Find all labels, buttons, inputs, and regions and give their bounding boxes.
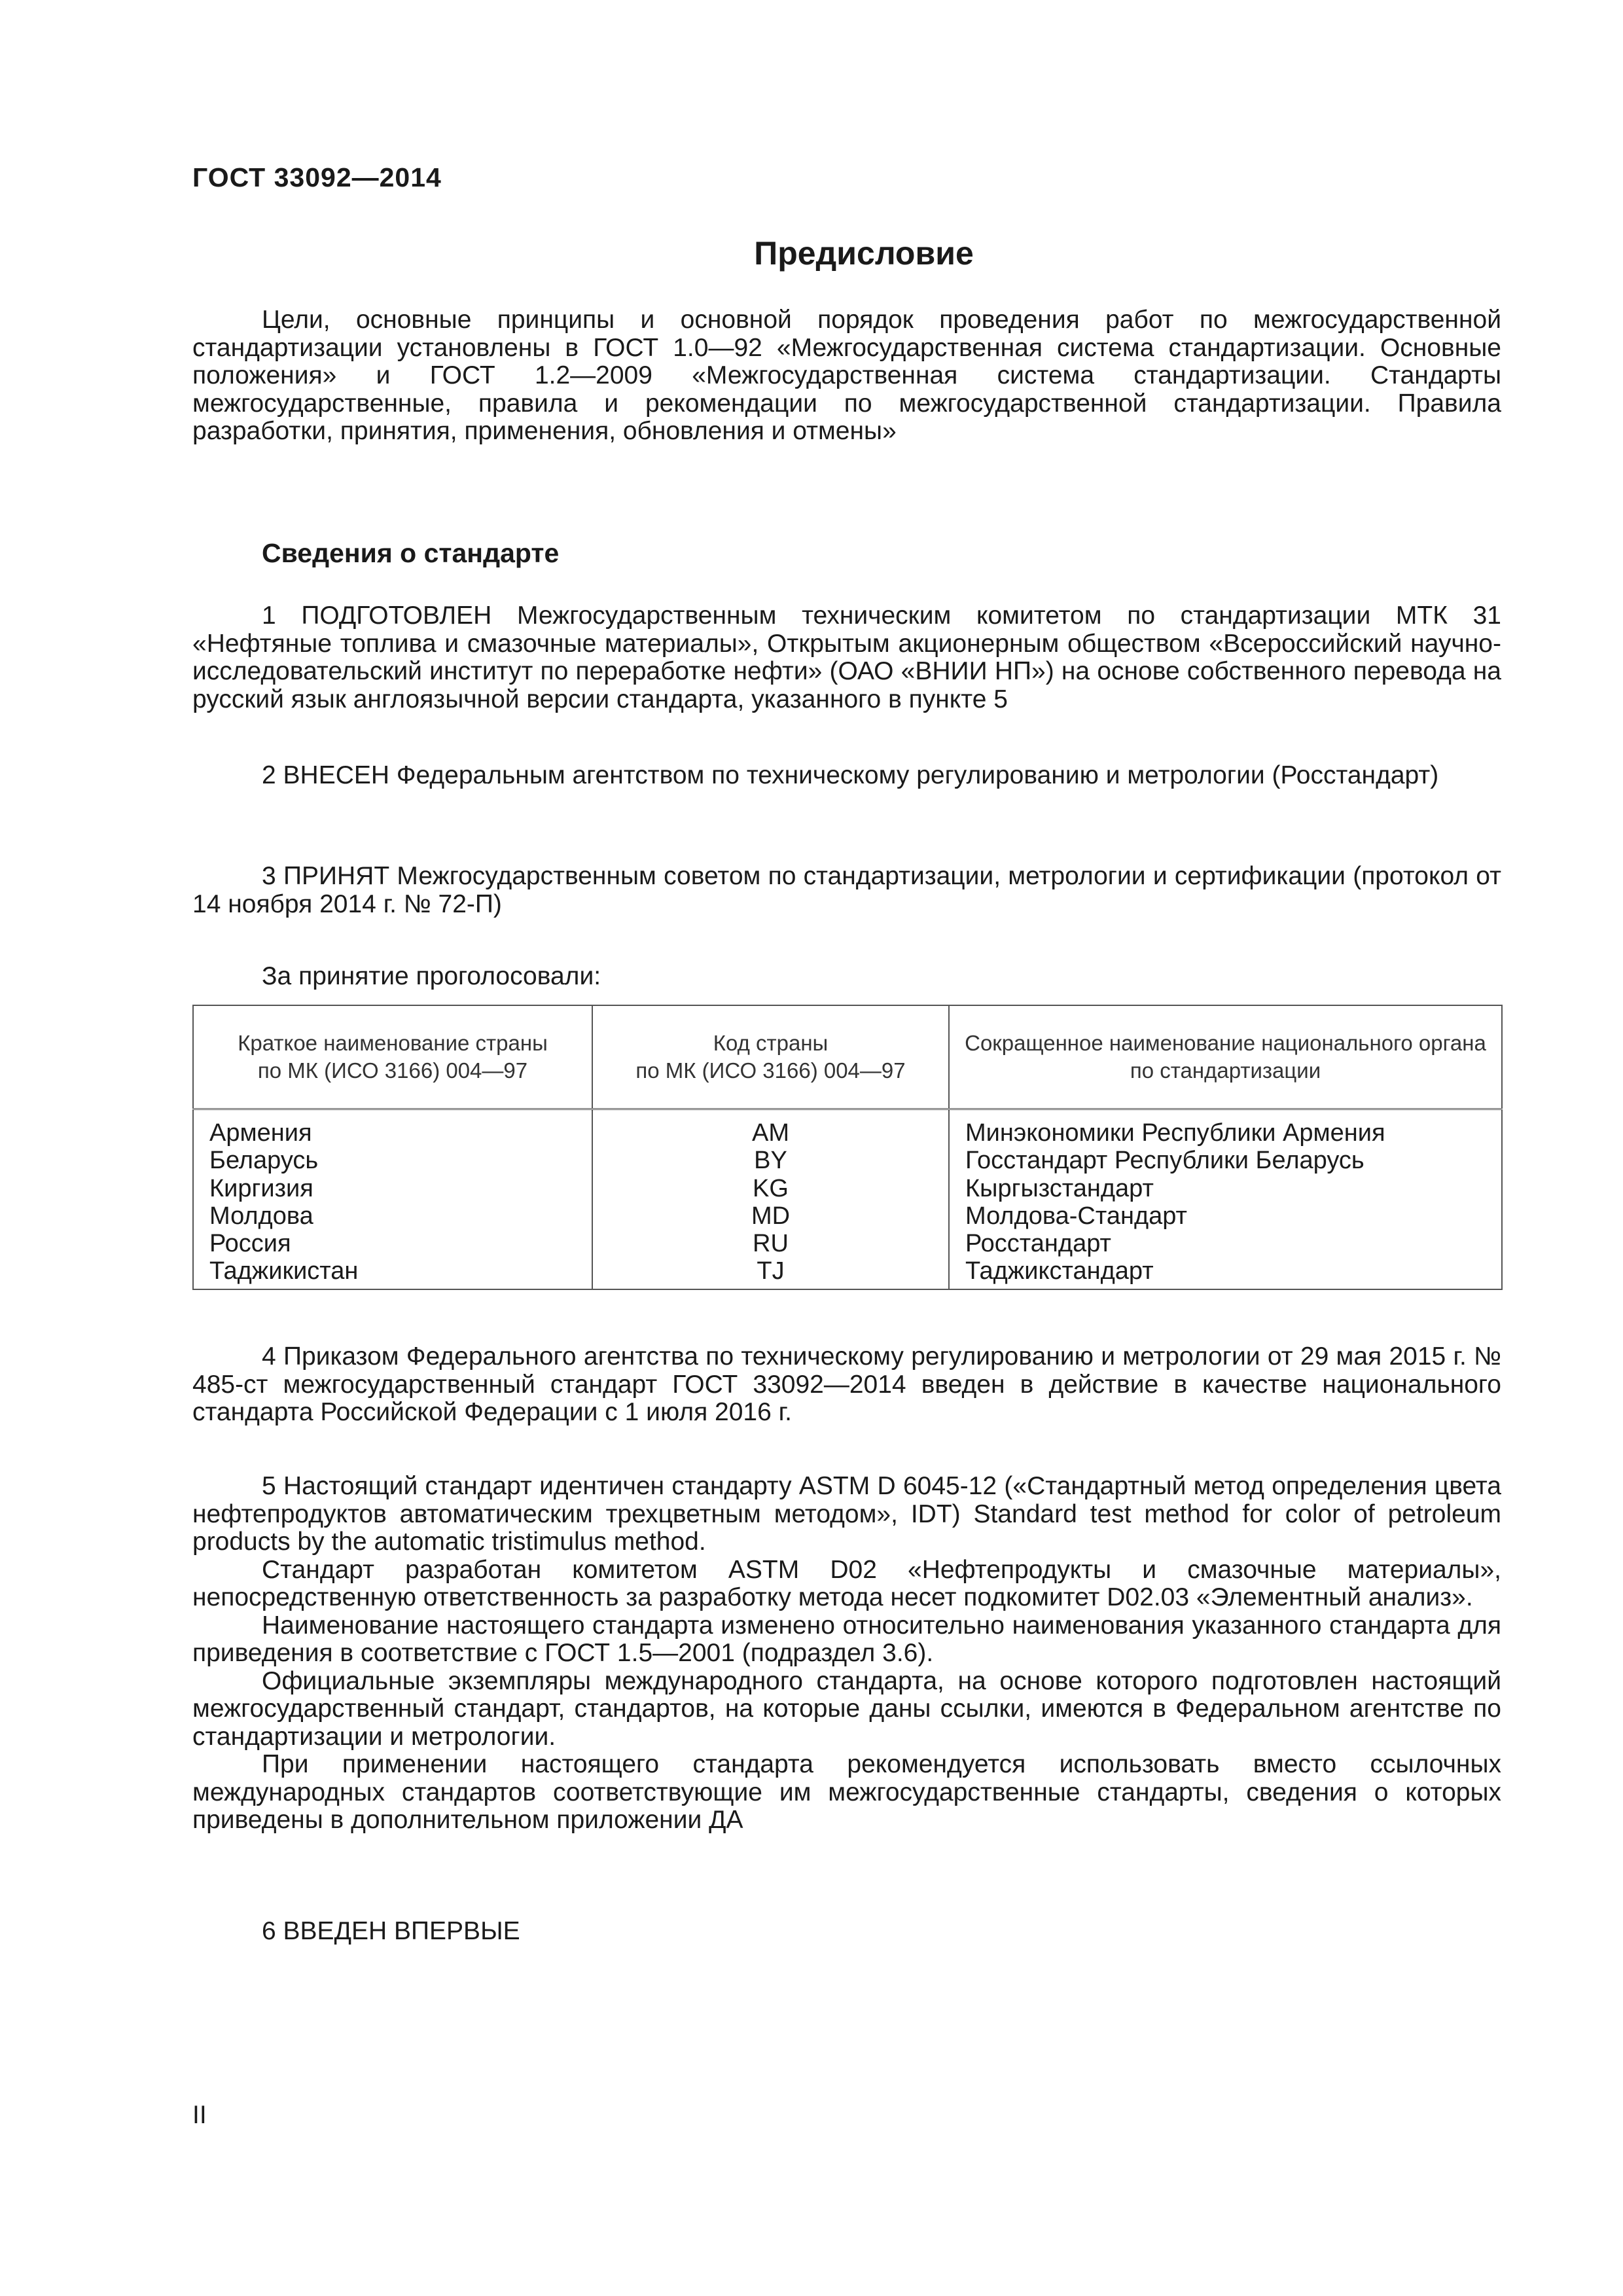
- header-line: по МК (ИСО 3166) 004—97: [257, 1058, 528, 1083]
- table-cell: TJ: [757, 1257, 785, 1285]
- item-3-paragraph: 3 ПРИНЯТ Межгосударственным советом по стандартизации, метрологии и сертификации (протокол от 14 ноября 2014 г. № 72-П): [192, 862, 1501, 918]
- table-body-row: [193, 1109, 1502, 1290]
- table-cell: Кыргызстандарт: [965, 1174, 1154, 1202]
- header-line: Код страны: [713, 1031, 829, 1055]
- item-5-application-paragraph: При применении настоящего стандарта рекомендуется использовать вместо ссылочных международных стандартов соответствующие им межгосударственные стандарты, сведения о которых приведены в дополнительном приложении ДА: [192, 1750, 1501, 1834]
- table-cell: Росстандарт: [965, 1230, 1111, 1258]
- item-4-block: [192, 1343, 1501, 1427]
- item-1-block: [192, 602, 1501, 713]
- page-title: Предисловие: [754, 235, 974, 272]
- table-header-country: [193, 1005, 592, 1109]
- intro-paragraph: Цели, основные принципы и основной порядок проведения работ по межгосударственной стандартизации установлены в ГОСТ 1.0—92 «Межгосударственная система стандартизации. Основные положения» и ГОСТ 1.2—2009 «Межгосударственная система стандартизации. Стандарты межгосударственные, правила и рекомендации по межгосударственной стандартизации. Правила разработки, принятия, применения, обновления и отмены»: [192, 306, 1501, 445]
- table-header-code: [592, 1005, 949, 1109]
- item-5-developer-paragraph: Стандарт разработан комитетом ASTM D02 «Нефтепродукты и смазочные материалы», непосредственную ответственность за разработку метода несет подкомитет D02.03 «Элементный анализ».: [192, 1555, 1501, 1611]
- table-cell: Молдова-Стандарт: [965, 1202, 1187, 1230]
- table-cell: KG: [753, 1174, 789, 1202]
- item-3-block: [192, 863, 1501, 918]
- item-4-paragraph: 4 Приказом Федерального агентства по техническому регулированию и метрологии от 29 мая 2015 г. № 485-ст межгосударственный стандарт ГОСТ 33092—2014 введен в действие в качестве национального стандарта Российской Федерации с 1 июля 2016 г.: [192, 1342, 1501, 1426]
- item-6-block: [192, 1918, 1501, 1946]
- table-cell: Госстандарт Республики Беларусь: [965, 1147, 1364, 1175]
- header-line: Краткое наименование страны: [238, 1031, 548, 1055]
- table-cell: RU: [753, 1230, 789, 1258]
- item-5-name-change-paragraph: Наименование настоящего стандарта изменено относительно наименования указанного стандарта для приведения в соответствие с ГОСТ 1.5—2001 (подраздел 3.6).: [192, 1611, 1501, 1667]
- table-cell: Киргизия: [209, 1174, 313, 1202]
- table-cell: Минэкономики Республики Армения: [965, 1119, 1385, 1147]
- table-cell: MD: [751, 1202, 791, 1230]
- table-cell: Россия: [209, 1230, 291, 1258]
- header-line: Сокращенное наименование национального органа: [965, 1031, 1486, 1055]
- voted-label: За принятие проголосовали:: [262, 962, 601, 990]
- item-1-paragraph: 1 ПОДГОТОВЛЕН Межгосударственным техническим комитетом по стандартизации МТК 31 «Нефтяные топлива и смазочные материалы», Открытым акционерным обществом «Всероссийский научно-исследовательский институт по переработке нефти» (ОАО «ВНИИ НП») на основе собственного перевода на русский язык англоязычной версии стандарта, указанного в пункте 5: [192, 601, 1501, 713]
- item-6-paragraph: 6 ВВЕДЕН ВПЕРВЫЕ: [262, 1917, 520, 1945]
- item-2-paragraph: 2 ВНЕСЕН Федеральным агентством по техническому регулированию и метрологии (Росстандарт): [262, 761, 1439, 789]
- document-id: ГОСТ 33092—2014: [192, 162, 442, 192]
- table-cell: AM: [752, 1119, 789, 1147]
- header-line: по МК (ИСО 3166) 004—97: [635, 1058, 906, 1083]
- item-5-paragraph: 5 Настоящий стандарт идентичен стандарту ASTM D 6045-12 («Стандартный метод определения цвета нефтепродуктов автоматическим трехцветным методом», IDT) Standard test method for color of petroleum products by the automatic tristimulus method.: [192, 1472, 1501, 1556]
- header-line: по стандартизации: [1130, 1058, 1321, 1083]
- item-5-block: [192, 1473, 1501, 1835]
- table-cell: Молдова: [209, 1202, 313, 1230]
- voting-table: [192, 1005, 1503, 1290]
- intro-block: [192, 306, 1501, 446]
- table-cell: Беларусь: [209, 1147, 319, 1175]
- country-list: [193, 1109, 592, 1290]
- code-list: [592, 1109, 949, 1290]
- table-cell: BY: [754, 1147, 787, 1175]
- national-body-list: [949, 1109, 1502, 1290]
- table-header-row: [193, 1005, 1502, 1109]
- table-cell: Таджикстандарт: [965, 1257, 1154, 1285]
- page-number: II: [192, 2101, 207, 2129]
- section-heading: Сведения о стандарте: [262, 538, 560, 568]
- table-cell: Армения: [209, 1119, 312, 1147]
- item-5-official-copies-paragraph: Официальные экземпляры международного стандарта, на основе которого подготовлен настоящий межгосударственный стандарт, стандартов, на которые даны ссылки, имеются в Федеральном агентстве по стандартизации и метрологии.: [192, 1666, 1501, 1751]
- table-header-body: [949, 1005, 1502, 1109]
- table-cell: Таджикистан: [209, 1257, 359, 1285]
- item-2-block: [192, 762, 1501, 790]
